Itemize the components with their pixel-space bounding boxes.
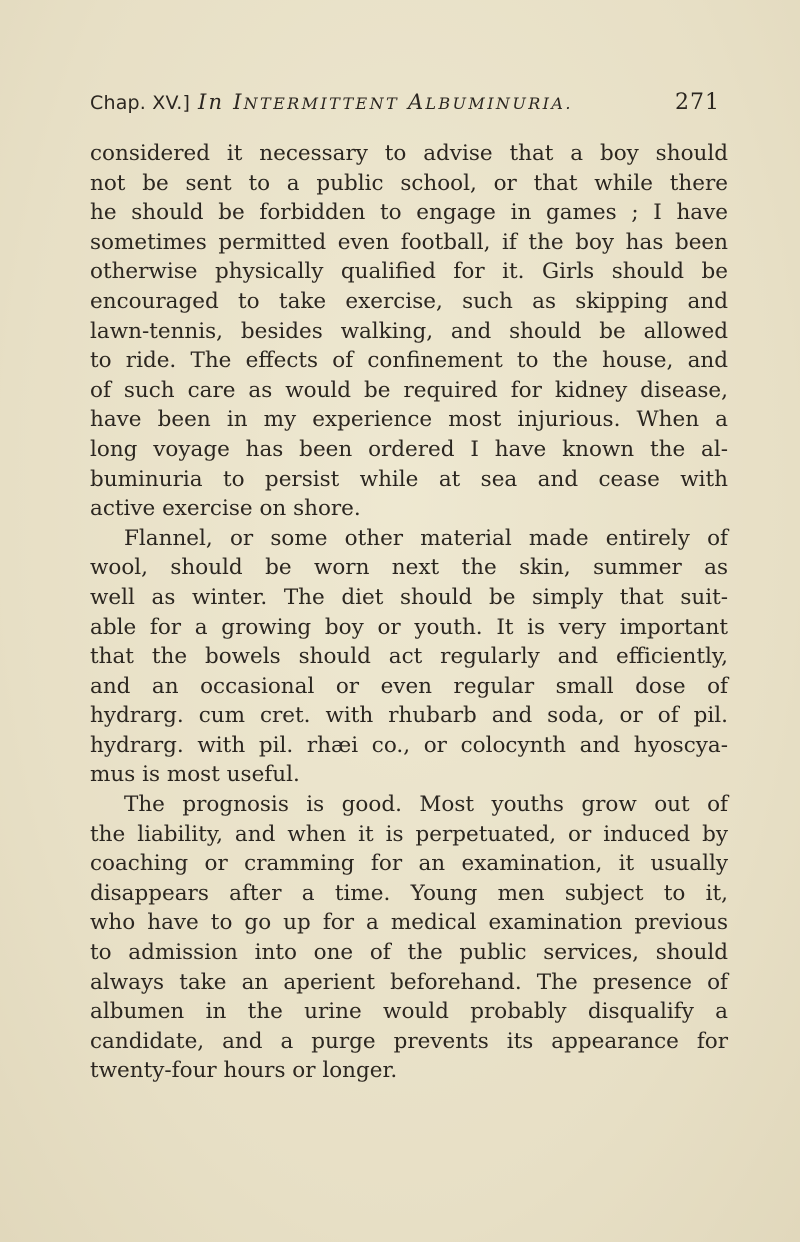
text-line: mus is most useful. bbox=[90, 762, 300, 788]
text-line: Flannel, or some other material made entirely of bbox=[124, 525, 728, 551]
text-line: coaching or cramming for an examination, it usually bbox=[90, 851, 728, 877]
running-title-caps-1: NTERMITTENT bbox=[243, 94, 400, 113]
page-number: 271 bbox=[675, 90, 720, 115]
text-line: lawn-tennis, besides walking, and should be allowed bbox=[90, 318, 728, 344]
text-line: the liability, and when it is perpetuated, or induced by bbox=[90, 821, 728, 847]
text-line: twenty-four hours or longer. bbox=[90, 1058, 398, 1084]
text-line: not be sent to a public school, or that while there bbox=[90, 170, 728, 196]
chapter-label: Chap. XV.] bbox=[90, 92, 191, 114]
text-line: who have to go up for a medical examination previous bbox=[90, 910, 728, 936]
text-line: of such care as would be required for kidney disease, bbox=[90, 377, 728, 403]
text-line: to ride. The effects of confinement to the house, and bbox=[90, 348, 728, 374]
text-line: considered it necessary to advise that a boy should bbox=[90, 141, 728, 166]
text-line: The prognosis is good. Most youths grow out of bbox=[124, 792, 728, 818]
running-head bbox=[90, 92, 720, 122]
text-line: sometimes permitted even football, if the boy has been bbox=[90, 229, 728, 255]
running-title-prefix: In I bbox=[198, 90, 244, 114]
text-line: active exercise on shore. bbox=[90, 496, 361, 522]
text-line: he should be forbidden to engage in games ; I have bbox=[90, 200, 728, 226]
body-text bbox=[90, 139, 728, 1086]
text-line: and an occasional or even regular small dose of bbox=[90, 673, 728, 699]
text-line: otherwise physically qualified for it. Girls should be bbox=[90, 259, 728, 285]
text-line: hydrarg. cum cret. with rhubarb and soda, or of pil. bbox=[90, 703, 728, 729]
text-line: albumen in the urine would probably disqualify a bbox=[90, 999, 728, 1025]
text-line: candidate, and a purge prevents its appearance for bbox=[90, 1028, 728, 1054]
running-title-caps-2: LBUMINURIA. bbox=[425, 94, 573, 113]
running-title bbox=[198, 90, 573, 114]
text-line: buminuria to persist while at sea and cease with bbox=[90, 466, 728, 492]
text-line: encouraged to take exercise, such as skipping and bbox=[90, 288, 728, 314]
text-line: to admission into one of the public services, should bbox=[90, 940, 728, 966]
text-line: wool, should be worn next the skin, summer as bbox=[90, 555, 728, 581]
text-line: have been in my experience most injurious. When a bbox=[90, 407, 728, 433]
text-line: disappears after a time. Young men subject to it, bbox=[90, 880, 728, 906]
text-line: able for a growing boy or youth. It is very important bbox=[90, 614, 728, 640]
text-line: long voyage has been ordered I have known the al- bbox=[90, 436, 728, 462]
running-title-a: A bbox=[399, 90, 426, 114]
text-line: hydrarg. with pil. rhæi co., or colocynth and hyoscya- bbox=[90, 732, 728, 758]
text-line: always take an aperient beforehand. The presence of bbox=[90, 969, 728, 995]
text-line: that the bowels should act regularly and efficiently, bbox=[90, 644, 728, 670]
text-line: well as winter. The diet should be simply that suit- bbox=[90, 584, 728, 610]
